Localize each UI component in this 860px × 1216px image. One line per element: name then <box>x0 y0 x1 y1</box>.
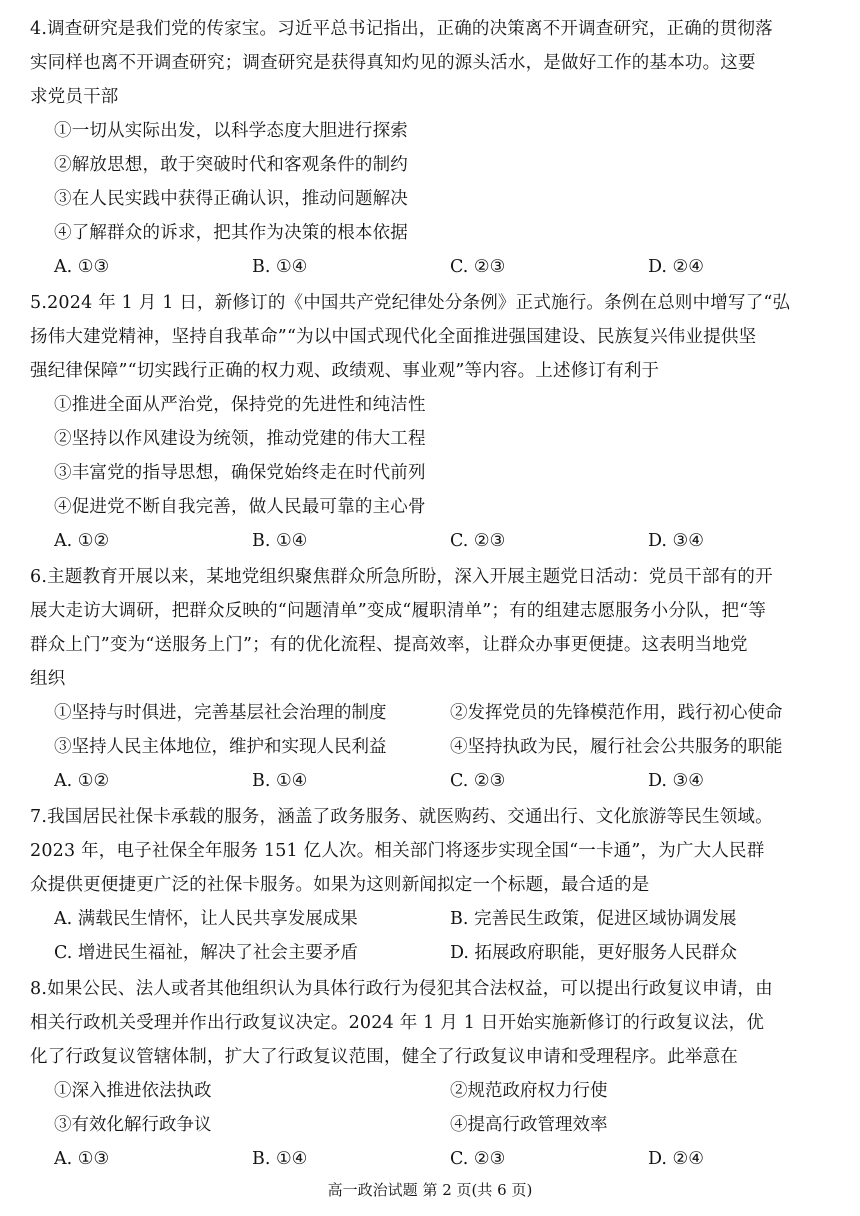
question-5-choice-c: C. ②③ <box>450 531 506 551</box>
question-4-stem-line: 4.调查研究是我们党的传家宝。习近平总书记指出，正确的决策离不开调查研究，正确的贯彻落 <box>30 19 773 39</box>
question-6-choice-d: D. ③④ <box>648 771 704 791</box>
question-5-choice-b: B. ①④ <box>252 531 308 551</box>
question-6-item: ③坚持人民主体地位，维护和实现人民利益 <box>54 737 387 757</box>
question-7-choice-c: C. 增进民生福祉，解决了社会主要矛盾 <box>54 943 358 963</box>
question-5-item: ②坚持以作风建设为统领，推动党建的伟大工程 <box>54 429 426 449</box>
question-7-stem-line: 众提供更便捷更广泛的社保卡服务。如果为这则新闻拟定一个标题，最合适的是 <box>30 875 650 895</box>
question-6-stem-line: 展大走访大调研，把群众反映的“问题清单”变成“履职清单”；有的组建志愿服务小分队，把“等 <box>30 601 767 621</box>
question-6-stem-line: 群众上门”变为“送服务上门”；有的优化流程、提高效率，让群众办事更便捷。这表明当地党 <box>30 635 748 655</box>
question-6-stem-line: 组织 <box>30 669 66 689</box>
question-8-item: ②规范政府权力行使 <box>450 1081 608 1101</box>
question-6-choice-c: C. ②③ <box>450 771 506 791</box>
question-6-choice-b: B. ①④ <box>252 771 308 791</box>
question-7-choice-a: A. 满载民生情怀，让人民共享发展成果 <box>54 909 358 929</box>
question-4-item: ②解放思想，敢于突破时代和客观条件的制约 <box>54 155 408 175</box>
question-8-stem-line: 8.如果公民、法人或者其他组织认为具体行政行为侵犯其合法权益，可以提出行政复议申请，由 <box>30 979 773 999</box>
question-6-stem-line: 6.主题教育开展以来，某地党组织聚焦群众所急所盼，深入开展主题党日活动：党员干部有的开 <box>30 567 773 587</box>
question-6-item: ②发挥党员的先锋模范作用，践行初心使命 <box>450 703 783 723</box>
question-8-choice-d: D. ②④ <box>648 1149 704 1169</box>
question-4-choice-d: D. ②④ <box>648 257 704 277</box>
question-5-choice-a: A. ①② <box>54 531 110 551</box>
question-8-stem-line: 化了行政复议管辖体制，扩大了行政复议范围，健全了行政复议申请和受理程序。此举意在 <box>30 1047 738 1067</box>
question-8-item: ③有效化解行政争议 <box>54 1115 212 1135</box>
question-8-item: ①深入推进依法执政 <box>54 1081 212 1101</box>
question-4-choice-b: B. ①④ <box>252 257 308 277</box>
question-4-choice-a: A. ①③ <box>54 257 110 277</box>
question-5-item: ③丰富党的指导思想，确保党始终走在时代前列 <box>54 463 426 483</box>
page-footer: 高一政治试题 第 2 页(共 6 页) <box>327 1181 533 1199</box>
question-6-choice-a: A. ①② <box>54 771 110 791</box>
question-5-choice-d: D. ③④ <box>648 531 704 551</box>
question-5-item: ①推进全面从严治党，保持党的先进性和纯洁性 <box>54 395 426 415</box>
question-4-stem-line: 求党员干部 <box>30 87 119 107</box>
question-4-item: ③在人民实践中获得正确认识，推动问题解决 <box>54 189 408 209</box>
question-7-choice-b: B. 完善民生政策，促进区域协调发展 <box>450 909 737 929</box>
question-5-item: ④促进党不断自我完善，做人民最可靠的主心骨 <box>54 497 426 517</box>
question-5-stem-line: 5.2024 年 1 月 1 日，新修订的《中国共产党纪律处分条例》正式施行。条例在总则中增写了“弘 <box>30 293 791 313</box>
question-5-stem-line: 强纪律保障”“切实践行正确的权力观、政绩观、事业观”等内容。上述修订有利于 <box>30 361 660 381</box>
question-7-stem-line: 2023 年，电子社保全年服务 151 亿人次。相关部门将逐步实现全国“一卡通”，为广大人民群 <box>30 841 765 861</box>
question-5-stem-line: 扬伟大建党精神，坚持自我革命”“为以中国式现代化全面推进强国建设、民族复兴伟业提供坚 <box>30 327 757 347</box>
question-8-item: ④提高行政管理效率 <box>450 1115 608 1135</box>
question-6-item: ④坚持执政为民，履行社会公共服务的职能 <box>450 737 783 757</box>
question-4-stem-line: 实同样也离不开调查研究；调查研究是获得真知灼见的源头活水，是做好工作的基本功。这要 <box>30 53 756 73</box>
question-4-item: ④了解群众的诉求，把其作为决策的根本依据 <box>54 223 408 243</box>
question-6-item: ①坚持与时俱进，完善基层社会治理的制度 <box>54 703 387 723</box>
question-7-stem-line: 7.我国居民社保卡承载的服务，涵盖了政务服务、就医购药、交通出行、文化旅游等民生领域。 <box>30 807 773 827</box>
question-4-choice-c: C. ②③ <box>450 257 506 277</box>
question-8-choice-a: A. ①③ <box>54 1149 110 1169</box>
question-8-stem-line: 相关行政机关受理并作出行政复议决定。2024 年 1 月 1 日开始实施新修订的行政复议法，优 <box>30 1013 765 1033</box>
question-7-choice-d: D. 拓展政府职能，更好服务人民群众 <box>450 943 738 963</box>
question-4-item: ①一切从实际出发，以科学态度大胆进行探索 <box>54 121 408 141</box>
question-8-choice-b: B. ①④ <box>252 1149 308 1169</box>
question-8-choice-c: C. ②③ <box>450 1149 506 1169</box>
